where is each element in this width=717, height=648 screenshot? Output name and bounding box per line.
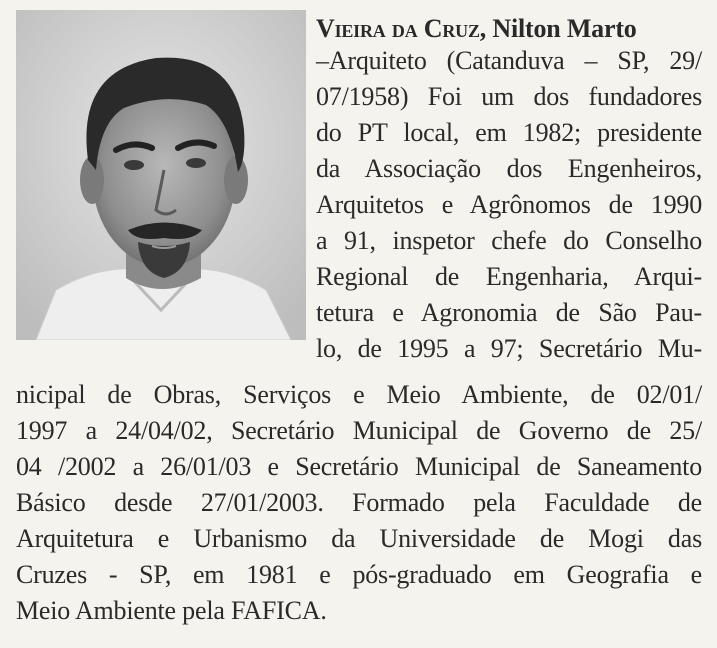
text-line: Arquitetura e Urbanismo da Universidade de Mogi das [16, 524, 702, 553]
heading-comma: , [479, 14, 493, 43]
text-line: a 91, inspetor chefe do Conselho [316, 226, 702, 255]
text-line: Cruzes - SP, em 1981 e pós-graduado em Geografia e [16, 560, 702, 589]
text-line: 04 /2002 a 26/01/03 e Secretário Municipal de Saneamento [16, 452, 702, 481]
text-line: 07/1958) Foi um dos fundadores [316, 82, 702, 111]
text-line: lo, de 1995 a 97; Secretário Mu- [316, 334, 702, 363]
text-line: tetura e Agronomia de São Pau- [316, 298, 702, 327]
text-line: nicipal de Obras, Serviços e Meio Ambiente, de 02/01/ [16, 380, 702, 409]
text-line: do PT local, em 1982; presidente [316, 118, 702, 147]
text-line: –Arquiteto (Catanduva – SP, 29/ [316, 46, 702, 75]
text-line: Regional de Engenharia, Arqui- [316, 262, 702, 291]
entry-surname: Vieira da Cruz [316, 14, 480, 43]
text-line: 1997 a 24/04/02, Secretário Municipal de Governo de 25/ [16, 416, 702, 445]
portrait-photo [16, 10, 306, 340]
entry-given-name: Nilton Marto [492, 14, 637, 43]
entry-heading [316, 14, 702, 44]
text-line: da Associação dos Engenheiros, [316, 154, 702, 183]
text-line: Básico desde 27/01/2003. Formado pela Faculdade de [16, 488, 702, 517]
text-line-last: Meio Ambiente pela FAFICA. [16, 596, 327, 625]
text-line: Arquitetos e Agrônomos de 1990 [316, 190, 702, 219]
portrait-image [16, 10, 306, 340]
